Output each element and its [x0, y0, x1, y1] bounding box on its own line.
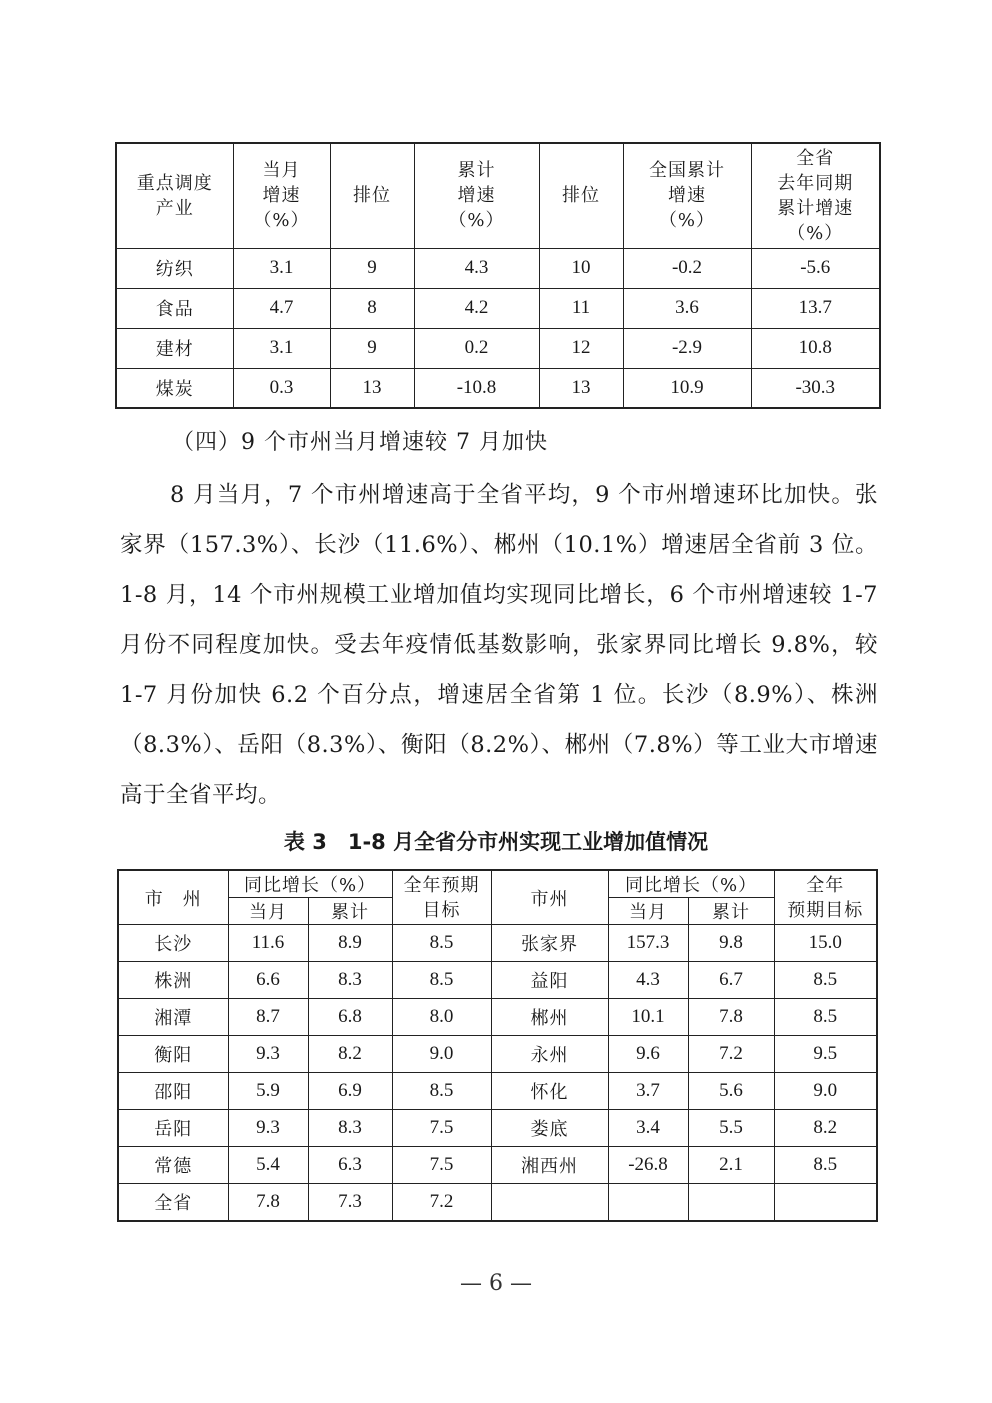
value-cell: 8.3 [308, 1110, 392, 1147]
value-cell: 9.3 [228, 1036, 308, 1073]
city-cell: 湘西州 [491, 1147, 608, 1184]
table-row [118, 925, 877, 962]
value-cell: 0.2 [414, 328, 539, 368]
header-rank-cum: 排位 [539, 143, 623, 248]
header-cum-left: 累计 [308, 898, 392, 925]
value-cell: 13 [539, 368, 623, 408]
city-cell [491, 1184, 608, 1222]
value-cell: 8.2 [774, 1110, 877, 1147]
value-cell: 8.0 [392, 999, 491, 1036]
value-cell: 10.8 [751, 328, 880, 368]
value-cell: 8.5 [774, 962, 877, 999]
city-cell: 怀化 [491, 1073, 608, 1110]
table-row [118, 999, 877, 1036]
header-city-right: 市州 [491, 870, 608, 925]
table-row [116, 328, 880, 368]
value-cell: 3.4 [608, 1110, 688, 1147]
value-cell: 6.9 [308, 1073, 392, 1110]
value-cell: 4.2 [414, 288, 539, 328]
header-target-left: 全年预期 目标 [392, 870, 491, 925]
header-cum-right: 累计 [688, 898, 774, 925]
header-city-left: 市 州 [118, 870, 228, 925]
value-cell: 8.5 [774, 1147, 877, 1184]
header-national-cum: 全国累计 增速 （%） [623, 143, 751, 248]
value-cell: 4.7 [233, 288, 330, 328]
value-cell: 13 [330, 368, 414, 408]
industry-cell: 煤炭 [116, 368, 233, 408]
industry-cell: 纺织 [116, 248, 233, 288]
value-cell: 5.5 [688, 1110, 774, 1147]
value-cell: 6.7 [688, 962, 774, 999]
value-cell: 8.9 [308, 925, 392, 962]
value-cell: 0.3 [233, 368, 330, 408]
value-cell: -5.6 [751, 248, 880, 288]
header-cum-growth: 累计 增速 （%） [414, 143, 539, 248]
industry-cell: 食品 [116, 288, 233, 328]
value-cell: -0.2 [623, 248, 751, 288]
value-cell: 7.3 [308, 1184, 392, 1222]
value-cell: 157.3 [608, 925, 688, 962]
value-cell: 5.4 [228, 1147, 308, 1184]
value-cell: 8 [330, 288, 414, 328]
value-cell: 9 [330, 248, 414, 288]
value-cell: 6.8 [308, 999, 392, 1036]
header-industry: 重点调度 产业 [116, 143, 233, 248]
value-cell: 11.6 [228, 925, 308, 962]
value-cell: 9.3 [228, 1110, 308, 1147]
value-cell [608, 1184, 688, 1222]
header-yoy-right: 同比增长（%） [608, 870, 774, 898]
city-growth-table [117, 869, 878, 1222]
header-rank: 排位 [330, 143, 414, 248]
value-cell: 4.3 [608, 962, 688, 999]
value-cell: 3.6 [623, 288, 751, 328]
page-number: — 6 — [460, 1271, 532, 1296]
table-row [116, 368, 880, 408]
city-cell: 张家界 [491, 925, 608, 962]
value-cell: 8.5 [392, 1073, 491, 1110]
header-month-left: 当月 [228, 898, 308, 925]
industry-growth-table [115, 142, 881, 409]
table-row [118, 1184, 877, 1222]
value-cell: -10.8 [414, 368, 539, 408]
city-cell: 益阳 [491, 962, 608, 999]
city-cell: 永州 [491, 1036, 608, 1073]
city-cell: 湘潭 [118, 999, 228, 1036]
value-cell: -26.8 [608, 1147, 688, 1184]
value-cell: 9.8 [688, 925, 774, 962]
value-cell: 8.5 [392, 962, 491, 999]
value-cell: 5.6 [688, 1073, 774, 1110]
value-cell [688, 1184, 774, 1222]
table-row [118, 1147, 877, 1184]
value-cell: 9.5 [774, 1036, 877, 1073]
city-cell: 株洲 [118, 962, 228, 999]
value-cell: 3.1 [233, 248, 330, 288]
value-cell: 7.8 [228, 1184, 308, 1222]
value-cell: 7.8 [688, 999, 774, 1036]
value-cell: 8.3 [308, 962, 392, 999]
value-cell: 4.3 [414, 248, 539, 288]
value-cell: 6.6 [228, 962, 308, 999]
value-cell: 10.1 [608, 999, 688, 1036]
value-cell: 13.7 [751, 288, 880, 328]
value-cell: 3.7 [608, 1073, 688, 1110]
value-cell: 7.2 [688, 1036, 774, 1073]
table-caption: 表 3 1-8 月全省分市州实现工业增加值情况 [283, 830, 709, 854]
value-cell: 7.2 [392, 1184, 491, 1222]
section-heading: （四）9 个市州当月增速较 7 月加快 [172, 430, 548, 455]
value-cell: 8.2 [308, 1036, 392, 1073]
city-cell: 全省 [118, 1184, 228, 1222]
value-cell: 7.5 [392, 1147, 491, 1184]
value-cell: -30.3 [751, 368, 880, 408]
value-cell: 8.5 [392, 925, 491, 962]
value-cell: 5.9 [228, 1073, 308, 1110]
table-row [116, 288, 880, 328]
value-cell: 3.1 [233, 328, 330, 368]
value-cell: 12 [539, 328, 623, 368]
city-cell: 常德 [118, 1147, 228, 1184]
table-header-row [116, 143, 880, 248]
value-cell [774, 1184, 877, 1222]
value-cell: 6.3 [308, 1147, 392, 1184]
value-cell: 10.9 [623, 368, 751, 408]
table-row [118, 1110, 877, 1147]
value-cell: 10 [539, 248, 623, 288]
industry-cell: 建材 [116, 328, 233, 368]
value-cell: 2.1 [688, 1147, 774, 1184]
city-cell: 衡阳 [118, 1036, 228, 1073]
table-row [116, 248, 880, 288]
value-cell: 15.0 [774, 925, 877, 962]
header-month-right: 当月 [608, 898, 688, 925]
city-cell: 邵阳 [118, 1073, 228, 1110]
header-province-last-year: 全省 去年同期 累计增速 （%） [751, 143, 880, 248]
city-cell: 娄底 [491, 1110, 608, 1147]
value-cell: 9 [330, 328, 414, 368]
city-cell: 岳阳 [118, 1110, 228, 1147]
value-cell: 9.6 [608, 1036, 688, 1073]
table-header-row [118, 870, 877, 898]
table-row [118, 1073, 877, 1110]
value-cell: 9.0 [392, 1036, 491, 1073]
city-cell: 长沙 [118, 925, 228, 962]
header-target-right: 全年 预期目标 [774, 870, 877, 925]
header-month-growth: 当月 增速 （%） [233, 143, 330, 248]
value-cell: 9.0 [774, 1073, 877, 1110]
value-cell: 7.5 [392, 1110, 491, 1147]
value-cell: 8.5 [774, 999, 877, 1036]
header-yoy-left: 同比增长（%） [228, 870, 392, 898]
value-cell: 11 [539, 288, 623, 328]
table-row [118, 962, 877, 999]
table-row [118, 1036, 877, 1073]
city-cell: 郴州 [491, 999, 608, 1036]
value-cell: 8.7 [228, 999, 308, 1036]
paragraph-text: 8 月当月，7 个市州增速高于全省平均，9 个市州增速环比加快。张家界（157.3%）、长沙（11.6%）、郴州（10.1%）增速居全省前 3 位。1-8 月，14 个市州规模工业增加值均实现同比增长，6 个市州增速较 1-7 月份不同程度加快。受去年疫情低基数影响，张家界同比增长 9.8%，较 1-7 月份加快 6.2 个百分点，增速居全省第 1 位。长沙（8.9%）、株洲（8.3%）、岳阳（8.3%）、衡阳（8.2%）、郴州（7.8%）等工业大市增速高于全省平均。 [120, 482, 878, 808]
body-paragraph [120, 470, 878, 820]
value-cell: -2.9 [623, 328, 751, 368]
